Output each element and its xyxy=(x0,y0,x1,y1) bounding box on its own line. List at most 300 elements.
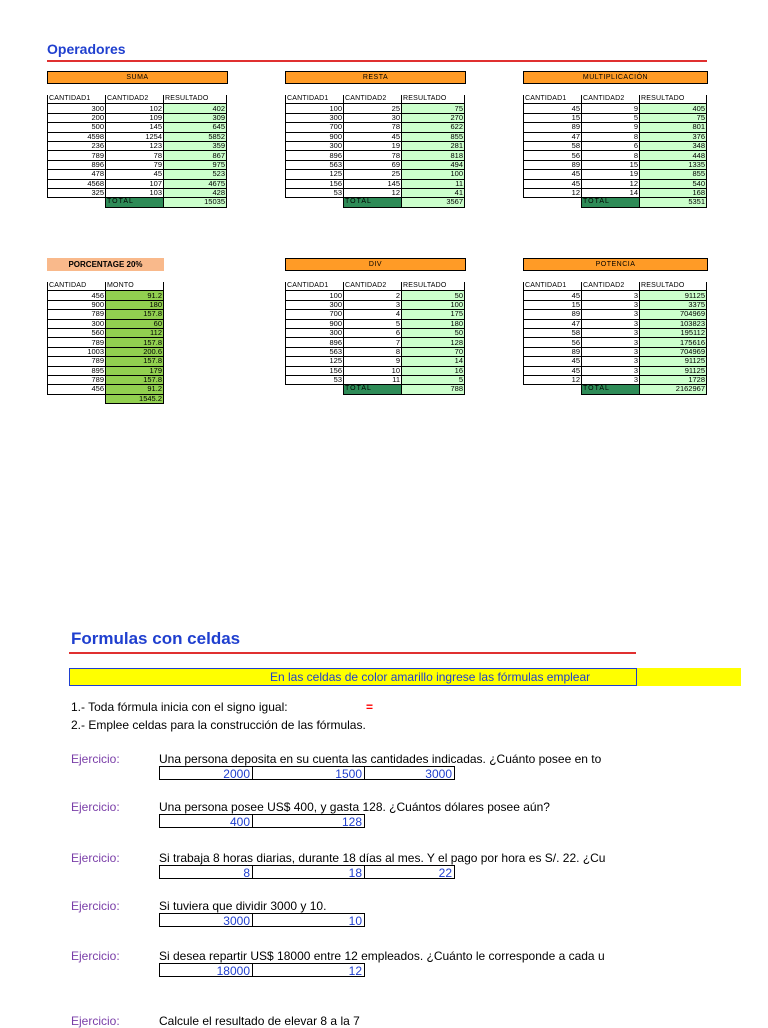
cell[interactable]: 704969 xyxy=(640,347,707,356)
total-row xyxy=(286,198,465,207)
cell[interactable]: 1728 xyxy=(640,375,707,384)
total-row xyxy=(524,385,707,394)
table-row xyxy=(524,291,707,300)
column-header: CANTIDAD2 xyxy=(582,95,640,104)
cell[interactable]: 58 xyxy=(524,141,582,150)
table-row xyxy=(524,310,707,319)
cell[interactable]: 16 xyxy=(402,366,465,375)
cell[interactable]: 376 xyxy=(640,132,707,141)
cell[interactable]: 103823 xyxy=(640,319,707,328)
table-row xyxy=(286,366,465,375)
cell[interactable]: 15 xyxy=(582,160,640,169)
cell[interactable]: 15 xyxy=(524,113,582,122)
table-row xyxy=(286,375,465,384)
cell[interactable]: 700 xyxy=(286,123,344,132)
cell[interactable]: 478 xyxy=(48,170,106,179)
cell[interactable]: 157.8 xyxy=(106,338,164,347)
input-cell[interactable]: 3000 xyxy=(365,766,455,780)
cell[interactable]: 300 xyxy=(286,113,344,122)
cell[interactable]: 540 xyxy=(640,179,707,188)
cell[interactable]: 789 xyxy=(48,310,106,319)
cell[interactable]: 855 xyxy=(402,132,465,141)
cell[interactable]: 89 xyxy=(524,310,582,319)
cell[interactable]: 12 xyxy=(524,375,582,384)
cell[interactable]: 78 xyxy=(344,151,402,160)
cell[interactable]: 112 xyxy=(106,328,164,337)
cell[interactable]: 3 xyxy=(582,347,640,356)
cell[interactable]: 89 xyxy=(524,347,582,356)
cell[interactable]: 789 xyxy=(48,151,106,160)
cell[interactable]: 3 xyxy=(582,366,640,375)
cell[interactable]: 3 xyxy=(344,300,402,309)
cell[interactable]: 622 xyxy=(402,123,465,132)
column-header: CANTIDAD1 xyxy=(524,282,582,291)
cell[interactable]: 645 xyxy=(164,123,227,132)
cell[interactable]: 125 xyxy=(286,357,344,366)
cell[interactable]: 47 xyxy=(524,132,582,141)
blank-cell xyxy=(48,198,106,207)
table-row xyxy=(286,179,465,188)
table-row xyxy=(48,357,164,366)
table-row xyxy=(286,357,465,366)
cell[interactable]: 12 xyxy=(344,188,402,197)
cell[interactable]: 2 xyxy=(344,291,402,300)
cell[interactable]: 145 xyxy=(344,179,402,188)
column-header: CANTIDAD1 xyxy=(48,95,106,104)
cell[interactable]: 402 xyxy=(164,104,227,113)
cell[interactable]: 12 xyxy=(582,179,640,188)
table-row xyxy=(524,375,707,384)
table-row xyxy=(48,113,227,122)
total-label: TOTAL xyxy=(344,198,402,207)
cell[interactable]: 91125 xyxy=(640,291,707,300)
column-header: RESULTADO xyxy=(640,282,707,291)
exercise-label: Ejercicio: xyxy=(71,949,120,963)
page-title-operadores: Operadores xyxy=(47,41,126,57)
cell[interactable]: 14 xyxy=(582,188,640,197)
cell[interactable]: 896 xyxy=(286,338,344,347)
cell[interactable]: 789 xyxy=(48,375,106,384)
cell[interactable]: 75 xyxy=(402,104,465,113)
cell[interactable]: 45 xyxy=(344,132,402,141)
total-value[interactable]: 1545.2 xyxy=(106,394,164,403)
cell[interactable]: 563 xyxy=(286,160,344,169)
exercise-text: Si desea repartir US$ 18000 entre 12 empleados. ¿Cuánto le corresponde a cada u xyxy=(159,949,605,963)
note-1: 1.- Toda fórmula inicia con el signo igual: xyxy=(71,700,288,714)
cell[interactable]: 4675 xyxy=(164,179,227,188)
input-cell[interactable]: 128 xyxy=(253,814,365,828)
cell[interactable]: 195112 xyxy=(640,328,707,337)
cell[interactable]: 900 xyxy=(286,319,344,328)
table-row xyxy=(48,385,164,394)
cell[interactable]: 563 xyxy=(286,347,344,356)
cell[interactable]: 25 xyxy=(344,170,402,179)
cell[interactable]: 58 xyxy=(524,328,582,337)
cell[interactable]: 15 xyxy=(524,300,582,309)
cell[interactable]: 103 xyxy=(106,188,164,197)
cell[interactable]: 91.2 xyxy=(106,291,164,300)
column-header: CANTIDAD2 xyxy=(344,282,402,291)
table-row xyxy=(524,132,707,141)
cell[interactable]: 3 xyxy=(582,319,640,328)
cell[interactable]: 704969 xyxy=(640,310,707,319)
cell[interactable]: 300 xyxy=(48,319,106,328)
cell[interactable]: 3 xyxy=(582,300,640,309)
cell[interactable]: 78 xyxy=(106,151,164,160)
table-row xyxy=(286,151,465,160)
cell[interactable]: 456 xyxy=(48,291,106,300)
cell[interactable]: 270 xyxy=(402,113,465,122)
cell[interactable]: 50 xyxy=(402,291,465,300)
cell[interactable]: 359 xyxy=(164,141,227,150)
cell[interactable]: 900 xyxy=(286,132,344,141)
cell[interactable]: 325 xyxy=(48,188,106,197)
cell[interactable]: 45 xyxy=(524,357,582,366)
input-cell[interactable]: 3000 xyxy=(159,913,253,927)
cell[interactable]: 5 xyxy=(402,375,465,384)
column-header: CANTIDAD2 xyxy=(106,95,164,104)
cell[interactable]: 1003 xyxy=(48,347,106,356)
total-value[interactable]: 15035 xyxy=(164,198,227,207)
cell[interactable]: 867 xyxy=(164,151,227,160)
cell[interactable]: 3 xyxy=(582,291,640,300)
cell[interactable]: 69 xyxy=(344,160,402,169)
cell[interactable]: 123 xyxy=(106,141,164,150)
column-header: MONTO xyxy=(106,282,164,291)
cell[interactable]: 789 xyxy=(48,338,106,347)
table-row xyxy=(524,113,707,122)
cell[interactable]: 56 xyxy=(524,151,582,160)
cell[interactable]: 5 xyxy=(344,319,402,328)
cell[interactable]: 45 xyxy=(524,170,582,179)
table-row xyxy=(524,123,707,132)
table-row xyxy=(524,319,707,328)
input-cell[interactable]: 8 xyxy=(159,865,253,879)
table-row xyxy=(48,132,227,141)
cell[interactable]: 175 xyxy=(402,310,465,319)
input-cell[interactable]: 18 xyxy=(253,865,365,879)
cell[interactable]: 79 xyxy=(106,160,164,169)
column-header-row xyxy=(286,282,465,291)
total-row xyxy=(48,394,164,403)
cell[interactable]: 560 xyxy=(48,328,106,337)
exercise-inputs xyxy=(159,963,365,978)
exercise-text: Si tuviera que dividir 3000 y 10. xyxy=(159,899,327,913)
cell[interactable]: 47 xyxy=(524,319,582,328)
cell[interactable]: 8 xyxy=(344,347,402,356)
cell[interactable]: 448 xyxy=(640,151,707,160)
cell[interactable]: 100 xyxy=(402,170,465,179)
table-row xyxy=(286,347,465,356)
table-row xyxy=(524,179,707,188)
table-row xyxy=(48,338,164,347)
table-row xyxy=(524,347,707,356)
cell[interactable]: 789 xyxy=(48,357,106,366)
cell[interactable]: 3 xyxy=(582,328,640,337)
cell[interactable]: 12 xyxy=(524,188,582,197)
table-row xyxy=(286,113,465,122)
cell[interactable]: 5852 xyxy=(164,132,227,141)
input-cell[interactable]: 2000 xyxy=(159,766,253,780)
cell[interactable]: 45 xyxy=(524,179,582,188)
cell[interactable]: 500 xyxy=(48,123,106,132)
cell[interactable]: 180 xyxy=(106,300,164,309)
column-header: CANTIDAD2 xyxy=(344,95,402,104)
cell[interactable]: 523 xyxy=(164,170,227,179)
cell[interactable]: 9 xyxy=(582,104,640,113)
table-row xyxy=(524,104,707,113)
input-cell[interactable]: 400 xyxy=(159,814,253,828)
total-label: TOTAL xyxy=(106,198,164,207)
formulas-underline xyxy=(69,652,636,654)
cell[interactable]: 180 xyxy=(402,319,465,328)
table-row xyxy=(48,104,227,113)
cell[interactable]: 75 xyxy=(640,113,707,122)
exercise-inputs xyxy=(159,865,455,880)
cell[interactable]: 896 xyxy=(48,160,106,169)
cell[interactable]: 175616 xyxy=(640,338,707,347)
table-row xyxy=(48,375,164,384)
data-grid xyxy=(523,95,707,208)
cell[interactable]: 700 xyxy=(286,310,344,319)
column-header: RESULTADO xyxy=(402,282,465,291)
cell[interactable]: 3375 xyxy=(640,300,707,309)
cell[interactable]: 200.6 xyxy=(106,347,164,356)
table-header: POTENCIA xyxy=(523,258,708,271)
table-row xyxy=(524,141,707,150)
column-header: RESULTADO xyxy=(164,95,227,104)
cell[interactable]: 91125 xyxy=(640,357,707,366)
cell[interactable]: 3 xyxy=(582,357,640,366)
cell[interactable]: 10 xyxy=(344,366,402,375)
cell[interactable]: 236 xyxy=(48,141,106,150)
column-header-row xyxy=(524,282,707,291)
column-header: RESULTADO xyxy=(402,95,465,104)
cell[interactable]: 855 xyxy=(640,170,707,179)
cell[interactable]: 8 xyxy=(582,151,640,160)
cell[interactable]: 157.8 xyxy=(106,310,164,319)
cell[interactable]: 405 xyxy=(640,104,707,113)
cell[interactable]: 102 xyxy=(106,104,164,113)
cell[interactable]: 4598 xyxy=(48,132,106,141)
exercise-label: Ejercicio: xyxy=(71,752,120,766)
cell[interactable]: 100 xyxy=(286,104,344,113)
table-row xyxy=(48,347,164,356)
cell[interactable]: 156 xyxy=(286,366,344,375)
table-row xyxy=(524,328,707,337)
total-value[interactable]: 788 xyxy=(402,385,465,394)
table-header: PORCENTAGE 20% xyxy=(47,258,164,271)
cell[interactable]: 156 xyxy=(286,179,344,188)
table-row xyxy=(286,319,465,328)
column-header: CANTIDAD1 xyxy=(524,95,582,104)
cell[interactable]: 89 xyxy=(524,123,582,132)
exercise-label: Ejercicio: xyxy=(71,899,120,913)
total-label: TOTAL xyxy=(582,198,640,207)
cell[interactable]: 145 xyxy=(106,123,164,132)
table-row xyxy=(286,300,465,309)
table-row xyxy=(524,151,707,160)
cell[interactable]: 14 xyxy=(402,357,465,366)
table-row xyxy=(286,310,465,319)
cell[interactable]: 300 xyxy=(286,328,344,337)
total-row xyxy=(286,385,465,394)
cell[interactable]: 30 xyxy=(344,113,402,122)
column-header-row xyxy=(48,95,227,104)
cell[interactable]: 896 xyxy=(286,151,344,160)
table-row xyxy=(524,300,707,309)
cell[interactable]: 19 xyxy=(582,170,640,179)
cell[interactable]: 109 xyxy=(106,113,164,122)
cell[interactable]: 157.8 xyxy=(106,357,164,366)
blank-cell xyxy=(286,198,344,207)
cell[interactable]: 3 xyxy=(582,338,640,347)
table-header: SUMA xyxy=(47,71,228,84)
input-cell[interactable]: 12 xyxy=(253,963,365,977)
input-cell[interactable]: 10 xyxy=(253,913,365,927)
column-header: CANTIDAD1 xyxy=(286,95,344,104)
cell[interactable]: 128 xyxy=(402,338,465,347)
cell[interactable]: 7 xyxy=(344,338,402,347)
data-grid xyxy=(47,95,227,208)
table-row xyxy=(286,338,465,347)
column-header: CANTIDAD xyxy=(48,282,106,291)
cell[interactable]: 100 xyxy=(402,300,465,309)
cell[interactable]: 11 xyxy=(344,375,402,384)
total-value[interactable]: 5351 xyxy=(640,198,707,207)
cell[interactable]: 91125 xyxy=(640,366,707,375)
exercise-label: Ejercicio: xyxy=(71,1014,120,1028)
instruction-banner xyxy=(69,668,637,686)
instruction-text: En las celdas de color amarillo ingrese las fórmulas emplear xyxy=(270,670,591,684)
cell[interactable]: 9 xyxy=(582,123,640,132)
equals-sign: = xyxy=(366,700,374,714)
cell[interactable]: 3 xyxy=(582,375,640,384)
cell[interactable]: 179 xyxy=(106,366,164,375)
cell[interactable]: 900 xyxy=(48,300,106,309)
table-row xyxy=(48,188,227,197)
cell[interactable]: 168 xyxy=(640,188,707,197)
blank-cell xyxy=(48,394,106,403)
table-row xyxy=(286,123,465,132)
table-row xyxy=(48,291,164,300)
input-cell[interactable]: 18000 xyxy=(159,963,253,977)
cell[interactable]: 45 xyxy=(524,291,582,300)
column-header: CANTIDAD2 xyxy=(582,282,640,291)
input-cell[interactable]: 1500 xyxy=(253,766,365,780)
cell[interactable]: 300 xyxy=(286,141,344,150)
cell[interactable]: 70 xyxy=(402,347,465,356)
cell[interactable]: 60 xyxy=(106,319,164,328)
table-row xyxy=(524,357,707,366)
table-row xyxy=(286,104,465,113)
cell[interactable]: 895 xyxy=(48,366,106,375)
cell[interactable]: 91.2 xyxy=(106,385,164,394)
cell[interactable]: 801 xyxy=(640,123,707,132)
column-header-row xyxy=(48,282,164,291)
cell[interactable]: 41 xyxy=(402,188,465,197)
cell[interactable]: 19 xyxy=(344,141,402,150)
exercise-inputs xyxy=(159,766,455,781)
cell[interactable]: 53 xyxy=(286,375,344,384)
exercise-text: Una persona deposita en su cuenta las cantidades indicadas. ¿Cuánto posee en to xyxy=(159,752,602,766)
cell[interactable]: 281 xyxy=(402,141,465,150)
cell[interactable]: 157.8 xyxy=(106,375,164,384)
cell[interactable]: 6 xyxy=(582,141,640,150)
cell[interactable]: 309 xyxy=(164,113,227,122)
cell[interactable]: 45 xyxy=(524,104,582,113)
cell[interactable]: 818 xyxy=(402,151,465,160)
table-row xyxy=(286,328,465,337)
cell[interactable]: 300 xyxy=(286,300,344,309)
cell[interactable]: 25 xyxy=(344,104,402,113)
table-row xyxy=(524,160,707,169)
exercise-label: Ejercicio: xyxy=(71,800,120,814)
total-label: TOTAL xyxy=(344,385,402,394)
cell[interactable]: 348 xyxy=(640,141,707,150)
column-header: RESULTADO xyxy=(640,95,707,104)
table-row xyxy=(524,188,707,197)
table-row xyxy=(524,170,707,179)
table-row xyxy=(286,160,465,169)
cell[interactable]: 56 xyxy=(524,338,582,347)
table-row xyxy=(286,170,465,179)
data-grid xyxy=(285,282,465,395)
exercise-inputs xyxy=(159,814,365,829)
input-cell[interactable]: 22 xyxy=(365,865,455,879)
cell[interactable]: 125 xyxy=(286,170,344,179)
cell[interactable]: 45 xyxy=(524,366,582,375)
cell[interactable]: 3 xyxy=(582,310,640,319)
table-header: DIV xyxy=(285,258,466,271)
cell[interactable]: 50 xyxy=(402,328,465,337)
table-row xyxy=(48,151,227,160)
cell[interactable]: 11 xyxy=(402,179,465,188)
exercise-text: Calcule el resultado de elevar 8 a la 7 xyxy=(159,1014,360,1028)
cell[interactable]: 89 xyxy=(524,160,582,169)
cell[interactable]: 9 xyxy=(344,357,402,366)
cell[interactable]: 494 xyxy=(402,160,465,169)
cell[interactable]: 107 xyxy=(106,179,164,188)
column-header-row xyxy=(286,95,465,104)
cell[interactable]: 200 xyxy=(48,113,106,122)
blank-cell xyxy=(524,198,582,207)
cell[interactable]: 456 xyxy=(48,385,106,394)
table-row xyxy=(524,366,707,375)
cell[interactable]: 6 xyxy=(344,328,402,337)
column-header-row xyxy=(524,95,707,104)
cell[interactable]: 5 xyxy=(582,113,640,122)
table-row xyxy=(286,188,465,197)
total-value[interactable]: 2162967 xyxy=(640,385,707,394)
cell[interactable]: 53 xyxy=(286,188,344,197)
cell[interactable]: 975 xyxy=(164,160,227,169)
table-row xyxy=(48,170,227,179)
cell[interactable]: 4 xyxy=(344,310,402,319)
cell[interactable]: 4568 xyxy=(48,179,106,188)
table-row xyxy=(48,310,164,319)
cell[interactable]: 1254 xyxy=(106,132,164,141)
cell[interactable]: 300 xyxy=(48,104,106,113)
cell[interactable]: 100 xyxy=(286,291,344,300)
cell[interactable]: 428 xyxy=(164,188,227,197)
cell[interactable]: 45 xyxy=(106,170,164,179)
cell[interactable]: 1335 xyxy=(640,160,707,169)
note-2: 2.- Emplee celdas para la construcción de las fórmulas. xyxy=(71,718,366,732)
cell[interactable]: 78 xyxy=(344,123,402,132)
cell[interactable]: 8 xyxy=(582,132,640,141)
total-value[interactable]: 3567 xyxy=(402,198,465,207)
